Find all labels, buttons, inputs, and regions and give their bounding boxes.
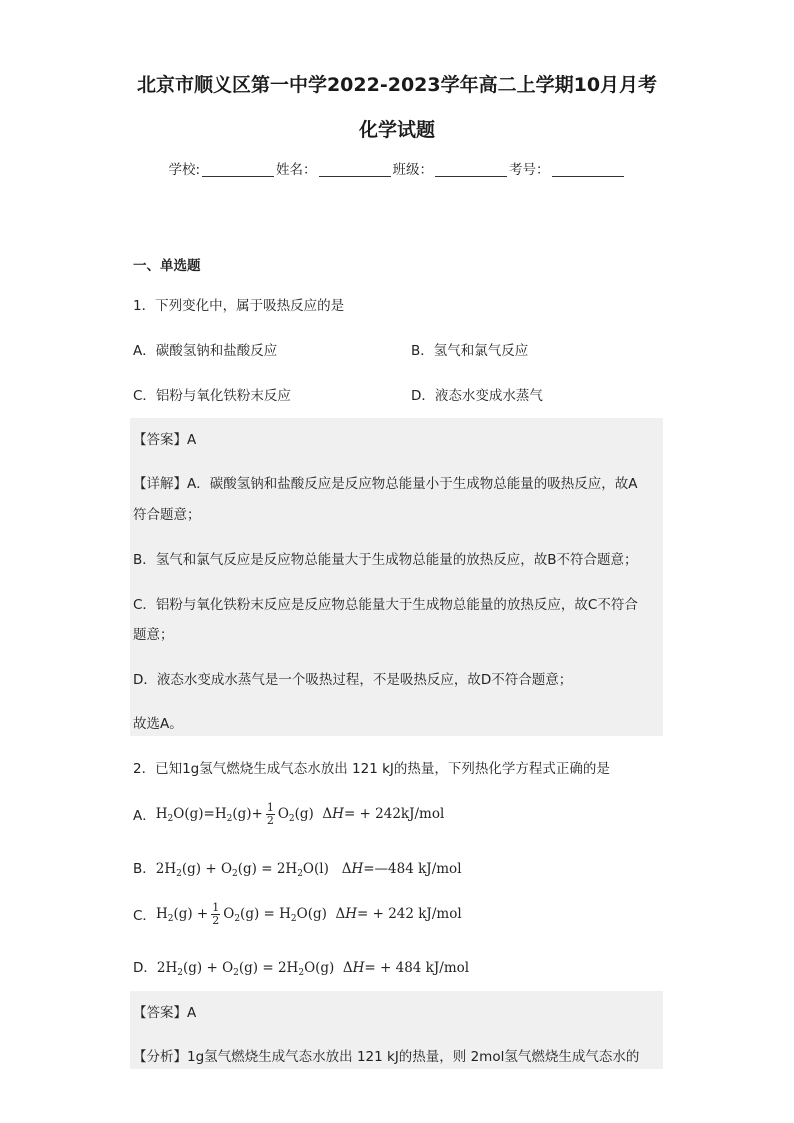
enthalpy-c: = + 242 kJ/mol: [356, 906, 462, 922]
question-1-option-a: A．碳酸氢钠和盐酸反应: [133, 343, 278, 359]
student-info-line: [0, 158, 794, 178]
class-label: 班级：: [392, 162, 434, 178]
question-1-detail-c-line2: 题意；: [133, 627, 174, 643]
equation-a: $H_2O(g)=H_2(g)+$: [155, 806, 263, 824]
question-1-detail-c-line1: C．铝粉与氧化铁粉末反应是反应物总能量大于生成物总能量的放热反应，故C不符合: [133, 597, 638, 613]
fraction-one-half: $\frac{1}{2}$: [266, 800, 274, 827]
question-1-conclusion: 故选A。: [133, 716, 183, 732]
question-2-stem: 2．已知1g氢气燃烧生成气态水放出 121 kJ的热量，下列热化学方程式正确的是: [133, 761, 610, 777]
section-heading: 一、单选题: [133, 258, 201, 274]
equation-c: $H_2(g)$ +: [155, 906, 209, 924]
exam-number-label: 考号：: [509, 162, 550, 178]
question-1-option-d: D．液态水变成水蒸气: [411, 388, 543, 404]
question-2-option-b: B．$2H_2(g) + O_2(g) = 2H_2O(l)$ ΔH=—484 kJ/mol: [133, 861, 462, 879]
document-title: 北京市顺义区第一中学2022-2023学年高二上学期10月月考: [136, 74, 658, 96]
enthalpy-d: = + 484 kJ/mol: [364, 960, 470, 976]
exam-number-blank: [552, 162, 624, 177]
question-2-option-d: D．$2H_2(g) + O_2(g) = 2H_2O(g) \Delta H= + 484$ kJ/mol: [133, 960, 470, 978]
equation-b: $2H_2(g) + O_2(g) = 2H_2O(l)$ ΔH: [155, 861, 364, 879]
question-1-answer-block: [130, 418, 663, 736]
question-1-detail-b: B．氢气和氯气反应是反应物总能量大于生成物总能量的放热反应，故B不符合题意；: [133, 552, 638, 568]
question-2-option-c: C． $H_2(g)$ + $\frac{1}{2}$ $O_2(g) = H_2O(g)$ ΔH = + 242 kJ/mol: [133, 900, 462, 927]
question-1-stem: 1．下列变化中，属于吸热反应的是: [133, 298, 345, 314]
school-blank: [202, 162, 274, 177]
question-1-detail-a-line2: 符合题意；: [133, 507, 201, 523]
fraction-one-half: $\frac{1}{2}$: [212, 900, 220, 927]
question-1-answer: 【答案】A: [133, 432, 197, 448]
name-blank: [319, 162, 391, 177]
question-1-detail-a-line1: 【详解】A．碳酸氢钠和盐酸反应是反应物总能量小于生成物总能量的吸热反应，故A: [133, 476, 638, 492]
equation-d: $2H_2(g) + O_2(g) = 2H_2O(g)$ ΔH: [156, 960, 365, 978]
question-2-analysis: 【分析】1g氢气燃烧生成气态水放出 121 kJ的热量，则 2mol氢气燃烧生成气态水的: [133, 1049, 640, 1065]
name-label: 姓名：: [276, 162, 317, 178]
enthalpy-b: =—484 kJ/mol: [363, 861, 462, 877]
question-1-option-b: B．氢气和氯气反应: [411, 343, 529, 359]
question-2-answer: 【答案】A: [133, 1005, 197, 1021]
question-1-option-c: C．铝粉与氧化铁粉末反应: [133, 388, 291, 404]
school-label: 学校:: [168, 162, 201, 178]
document-subtitle: 化学试题: [358, 119, 435, 141]
enthalpy-a: = + 242kJ/mol: [343, 806, 445, 822]
question-1-detail-d: D．液态水变成水蒸气是一个吸热过程，不是吸热反应，故D不符合题意；: [133, 672, 573, 688]
class-blank: [435, 162, 507, 177]
question-2-option-a: A． $H_2O(g)=H_2(g)+$ $\frac{1}{2}$ $O_2(g)$ ΔH = + 242kJ/mol: [133, 800, 445, 827]
